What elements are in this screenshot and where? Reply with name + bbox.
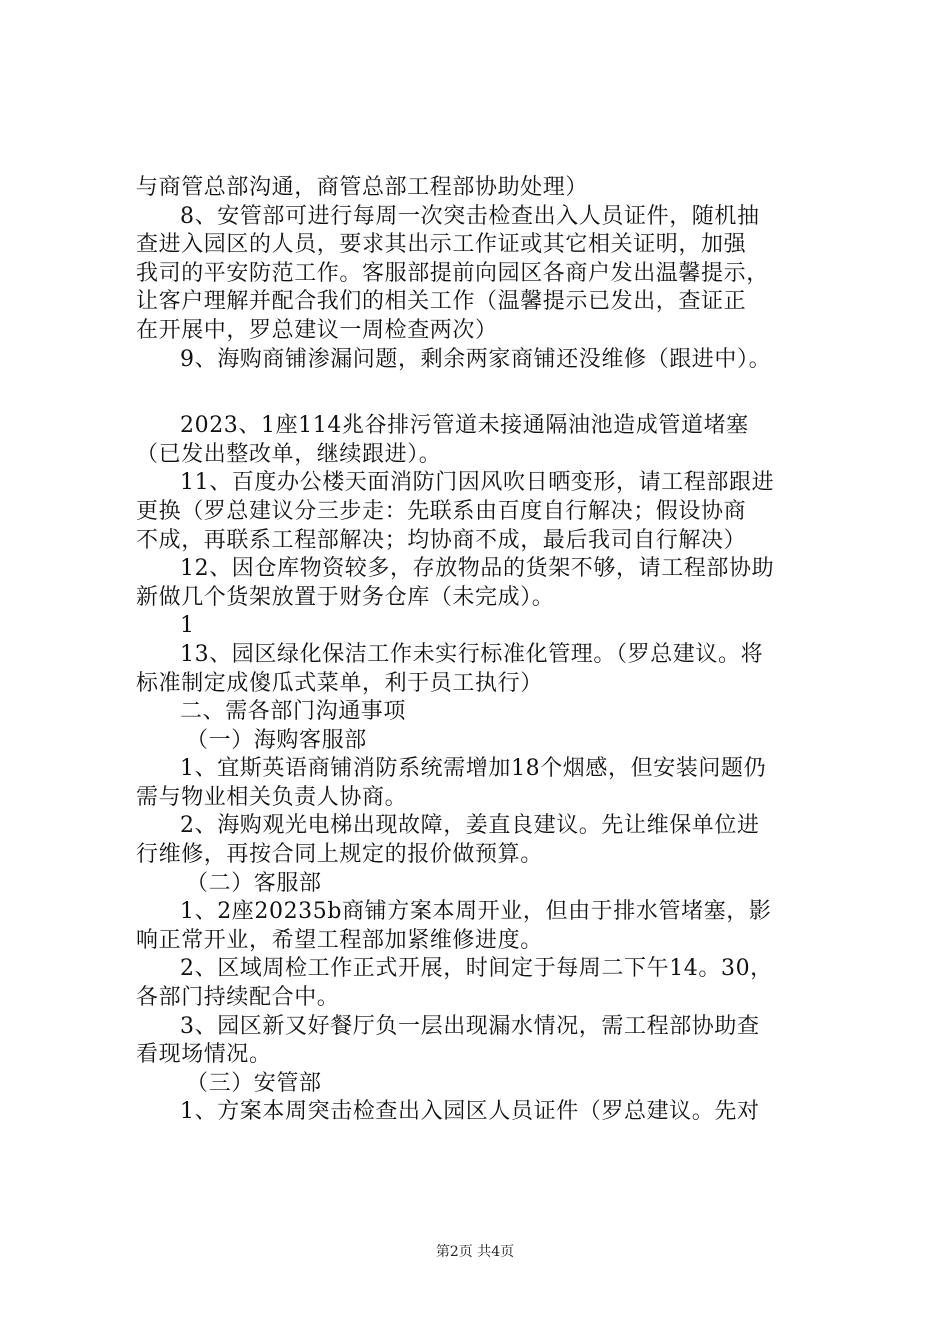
list-item: 1、2座20235b商铺方案本周开业，但由于排水管堵塞，影 [180, 899, 772, 925]
list-item: 2、区域周检工作正式开展，时间定于每周二下午14。30， [180, 956, 773, 982]
list-item-10: 2023、1座114兆谷排污管道未接通隔油池造成管道堵塞 [180, 413, 749, 439]
text-line: 与商管总部沟通，商管总部工程部协助处理） [136, 175, 589, 200]
list-item: 1、方案本周突击检查出入园区人员证件（罗总建议。先对 [180, 1099, 760, 1125]
page-number-footer: 第2页 共4页 [435, 1244, 515, 1260]
text-line: 看现场情况。 [136, 1042, 272, 1068]
list-item: 1、宜斯英语商铺消防系统需增加18个烟感，但安装问题仍 [180, 756, 767, 782]
text-line: 行维修，再按合同上规定的报价做预算。 [136, 842, 543, 868]
section-heading: 二、需各部门沟通事项 [180, 699, 407, 725]
text-line: 各部门持续配合中。 [136, 985, 340, 1011]
list-item-8: 8、安管部可进行每周一次突击检查出入人员证件，随机抽 [180, 203, 760, 229]
list-item-12: 12、因仓库物资较多，存放物品的货架不够，请工程部协助 [180, 556, 775, 582]
paragraph-gap [136, 374, 836, 412]
text-line: （已发出整改单，继续跟进）。 [136, 441, 442, 467]
list-item-11: 11、百度办公楼天面消防门因风吹日晒变形，请工程部跟进 [180, 470, 775, 496]
text-line: 在开展中，罗总建议一周检查两次） [136, 317, 498, 343]
text-line: 响正常开业，希望工程部加紧维修进度。 [136, 927, 543, 953]
subsection-heading: （三）安管部 [186, 1070, 322, 1096]
list-item-9: 9、海购商铺渗漏问题，剩余两家商铺还没维修（跟进中）。 [180, 346, 772, 372]
text-line: 让客户理解并配合我们的相关工作（温馨提示已发出，查证正 [136, 289, 747, 315]
text-line: 查进入园区的人员，要求其出示工作证或其它相关证明，加强 [136, 232, 747, 258]
subsection-heading: （一）海购客服部 [186, 727, 367, 753]
text-line: 更换（罗总建议分三步走：先联系由百度自行解决；假设协商 [136, 498, 747, 524]
subsection-heading: （二）客服部 [186, 870, 322, 896]
text-line: 标准制定成傻瓜式菜单，利于员工执行） [136, 670, 543, 696]
list-item-13: 13、园区绿化保洁工作未实行标准化管理。（罗总建议。将 [180, 641, 764, 667]
text-line: 新做几个货架放置于财务仓库（未完成）。 [136, 584, 555, 610]
text-line: 不成，再联系工程部解决；均协商不成，最后我司自行解决） [136, 527, 747, 553]
text-line: 我司的平安防范工作。客服部提前向园区各商户发出温馨提示， [136, 260, 769, 286]
stray-number: 1 [180, 613, 195, 639]
list-item: 2、海购观光电梯出现故障，姜直良建议。先让维保单位进 [180, 813, 760, 839]
text-line: 需与物业相关负责人协商。 [136, 784, 408, 810]
list-item: 3、园区新又好餐厅负一层出现漏水情况，需工程部协助查 [180, 1013, 760, 1039]
document-body [136, 174, 836, 1127]
